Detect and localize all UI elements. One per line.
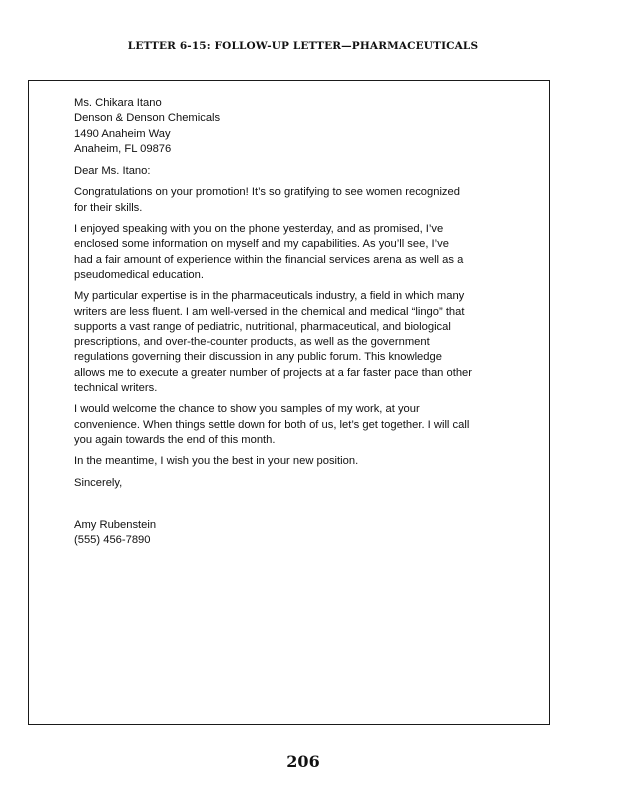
paragraph-wishes — [74, 454, 494, 469]
recipient-company: Denson & Denson Chemicals — [74, 112, 221, 125]
recipient-city: Anaheim, FL 09876 — [74, 142, 172, 155]
paragraph-line: supports a vast range of pediatric, nutritional, pharmaceutical, and biological — [74, 320, 451, 333]
sender-phone: (555) 456-7890 — [74, 534, 151, 547]
recipient-name: Ms. Chikara Itano — [74, 97, 162, 109]
paragraph-line: had a fair amount of experience within the financial services arena as well as a — [74, 253, 464, 266]
paragraph-line: you again towards the end of this month. — [74, 433, 276, 446]
signature-space — [74, 491, 494, 518]
letter-body — [74, 96, 494, 548]
closing: Sincerely, — [74, 476, 123, 489]
paragraph-follow-up — [74, 222, 494, 283]
paragraph-line: allows me to execute a greater number of projects at a far faster pace than other — [74, 366, 472, 379]
signature-block — [74, 518, 494, 549]
paragraph-line: technical writers. — [74, 382, 158, 395]
paragraph-line: convenience. When things settle down for both of us, let’s get together. I will call — [74, 418, 470, 431]
paragraph-line: Congratulations on your promotion! It’s so gratifying to see women recognized — [74, 186, 460, 199]
page-heading: LETTER 6-15: FOLLOW-UP LETTER—PHARMACEUTICALS — [127, 40, 479, 52]
recipient-address — [74, 96, 494, 157]
paragraph-line: In the meantime, I wish you the best in your new position. — [74, 455, 359, 468]
salutation: Dear Ms. Itano: — [74, 165, 151, 178]
paragraph-line: for their skills. — [74, 201, 143, 214]
paragraph-line: pseudomedical education. — [74, 268, 204, 281]
paragraph-line: I would welcome the chance to show you samples of my work, at your — [74, 403, 420, 416]
paragraph-line: prescriptions, and over-the-counter products, as well as the government — [74, 336, 430, 349]
page-number: 206 — [286, 752, 320, 771]
paragraph-line: I enjoyed speaking with you on the phone yesterday, and as promised, I’ve — [74, 223, 444, 236]
paragraph-line: writers are less fluent. I am well-versed in the chemical and medical “lingo” that — [74, 305, 465, 318]
paragraph-line: My particular expertise is in the pharmaceuticals industry, a field in which many — [74, 290, 465, 303]
paragraph-samples — [74, 402, 494, 448]
sender-name: Amy Rubenstein — [74, 518, 157, 531]
paragraph-line: regulations governing their discussion in any public forum. This knowledge — [74, 351, 442, 364]
paragraph-expertise — [74, 289, 494, 396]
recipient-street: 1490 Anaheim Way — [74, 127, 171, 140]
paragraph-congratulations — [74, 185, 494, 216]
paragraph-line: enclosed some information on myself and my capabilities. As you’ll see, I’ve — [74, 238, 449, 251]
